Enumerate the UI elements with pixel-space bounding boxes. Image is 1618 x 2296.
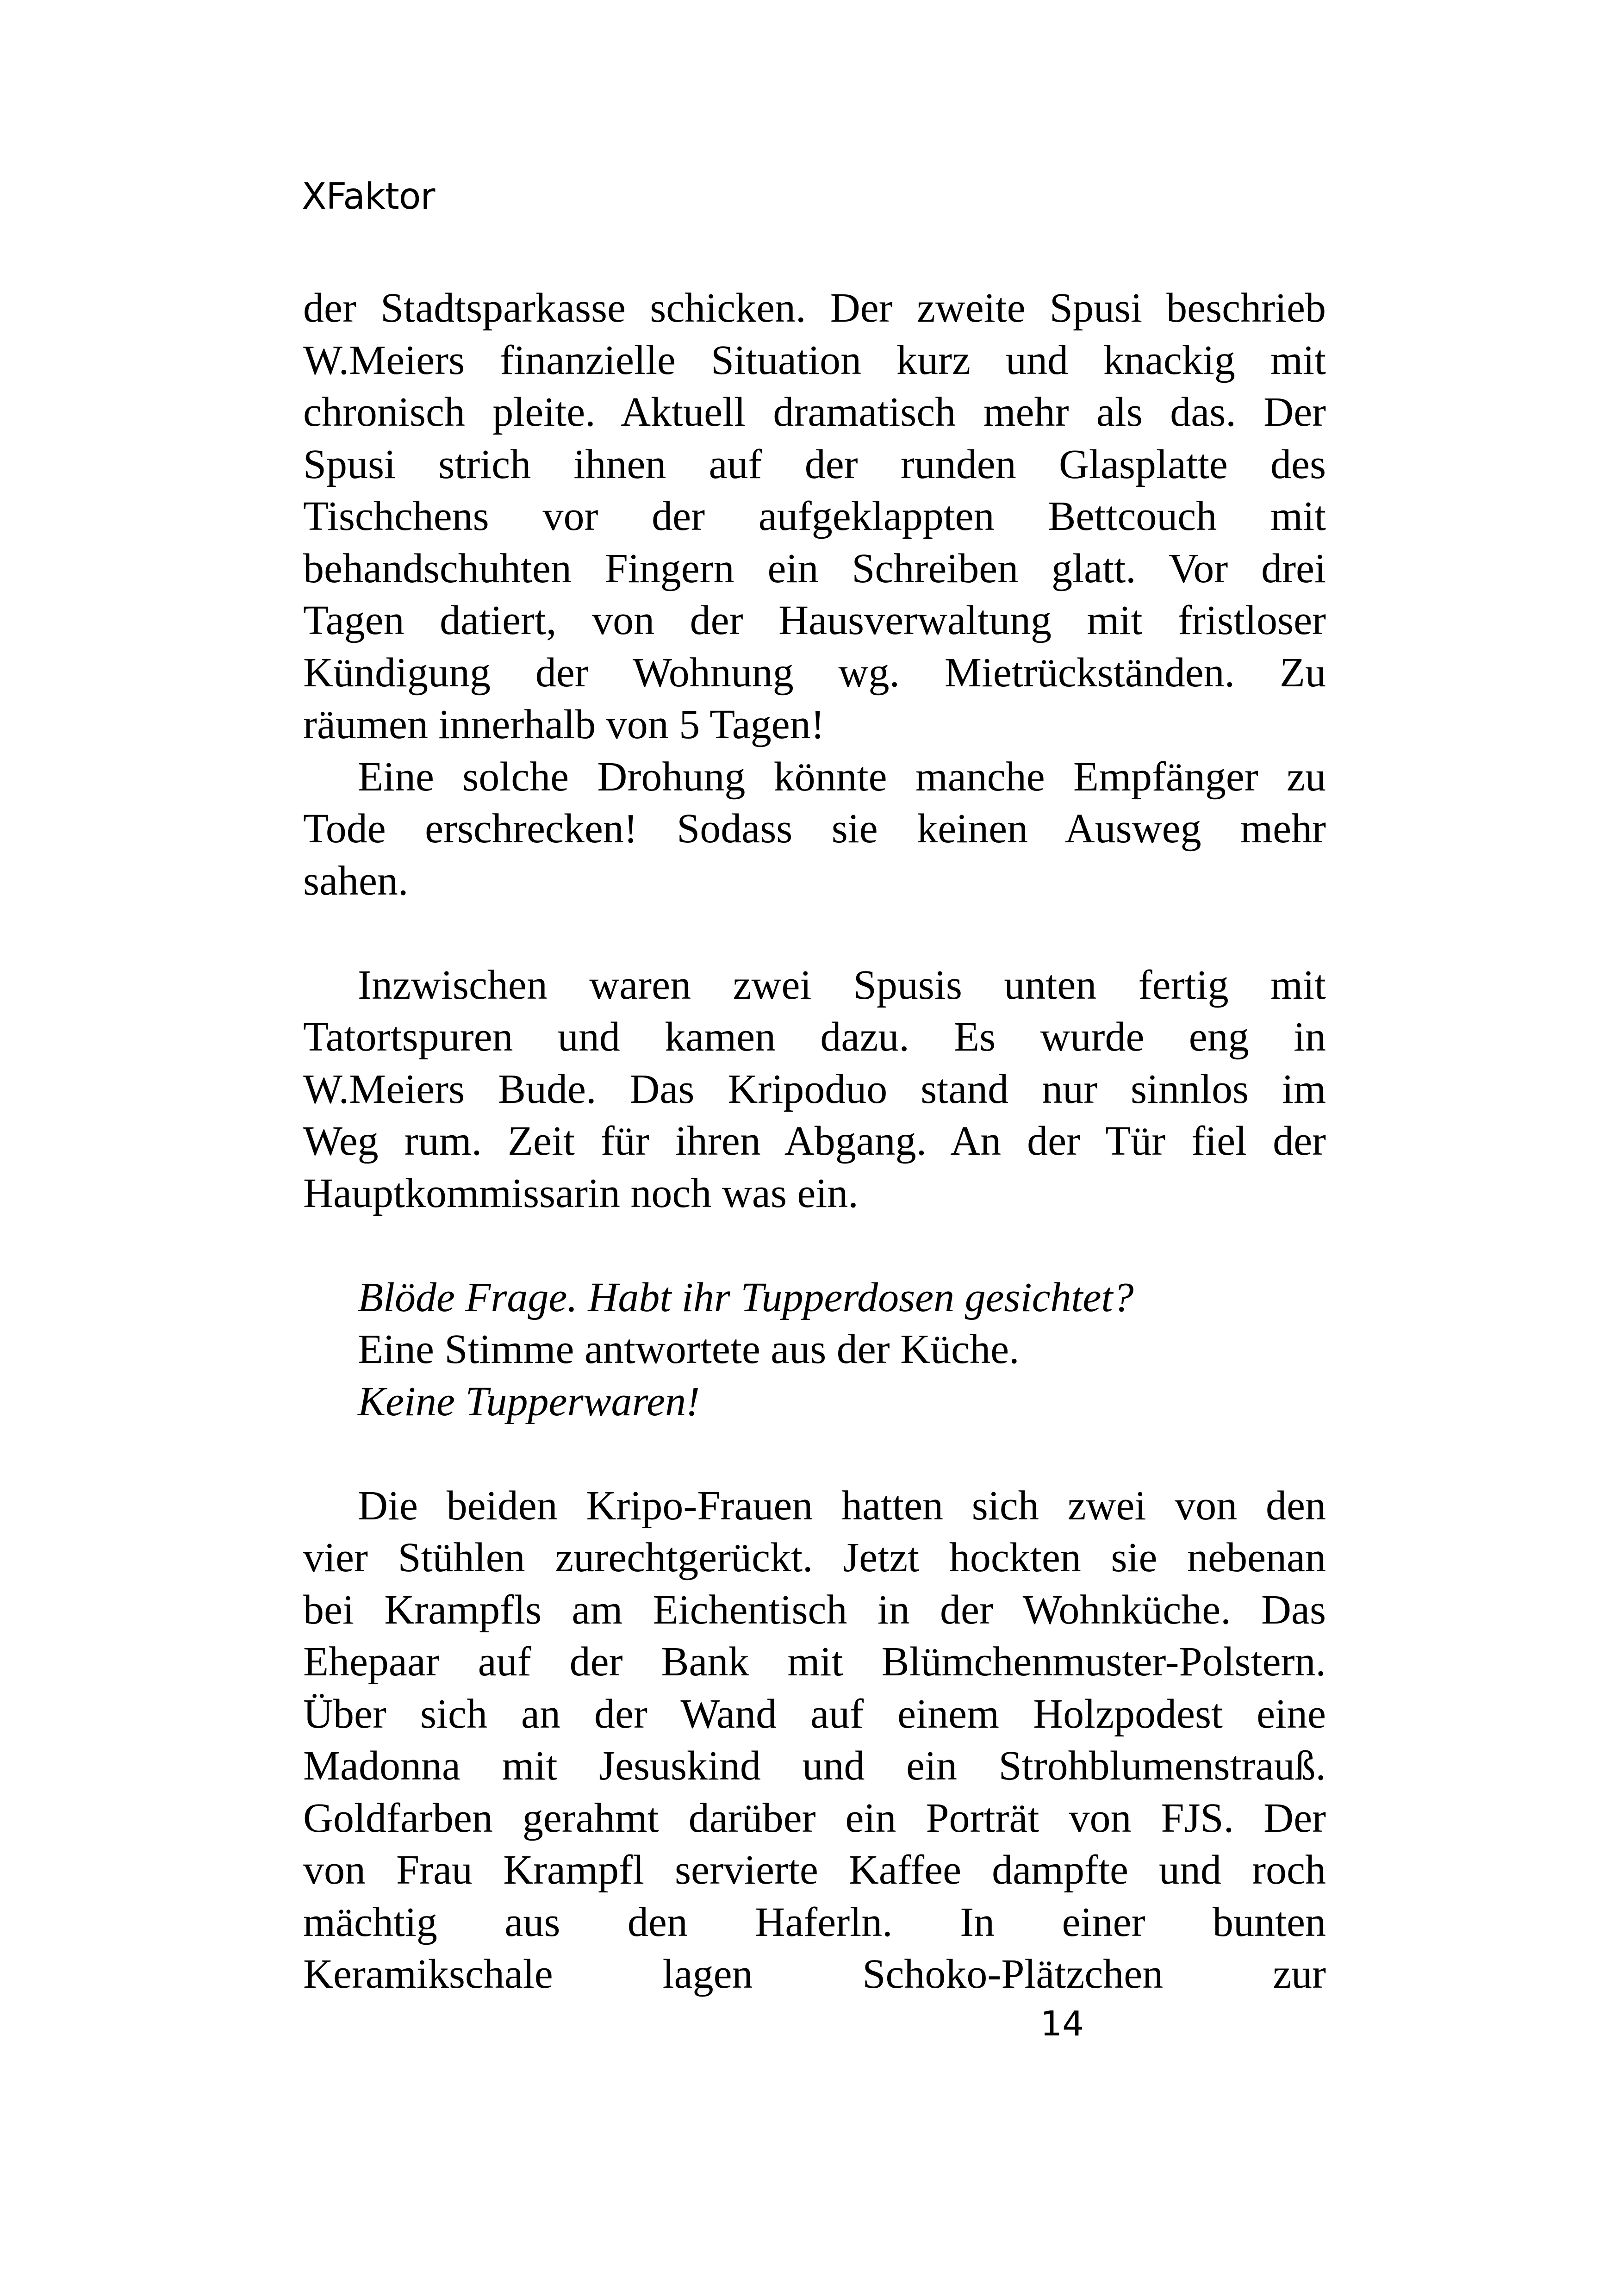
text-line: Die beiden Kripo-Frauen hatten sich zwei von den — [358, 1482, 1326, 1529]
text-line: räumen innerhalb von 5 Tagen! — [303, 702, 825, 747]
text-line: chronisch pleite. Aktuell dramatisch mehr als das. Der — [303, 389, 1326, 435]
page-body — [303, 282, 1326, 2001]
dialogue-line: Keine Tupperwaren! — [358, 1378, 700, 1425]
text-line: Inzwischen waren zwei Spusis unten fertig mit — [358, 962, 1326, 1008]
text-line: Über sich an der Wand auf einem Holzpodest eine — [303, 1691, 1326, 1737]
running-header: XFaktor — [302, 176, 435, 218]
text-line: Kündigung der Wohnung wg. Mietrückständen. Zu — [303, 649, 1326, 696]
paragraph — [303, 959, 1326, 1220]
text-line: vier Stühlen zurechtgerückt. Jetzt hockten sie nebenan — [303, 1535, 1326, 1580]
paragraph — [303, 1480, 1326, 2001]
text-line: Weg rum. Zeit für ihren Abgang. An der Tür fiel der — [303, 1118, 1326, 1164]
text-line: Tatortspuren und kamen dazu. Es wurde eng in — [303, 1014, 1326, 1060]
text-line: Tode erschrecken! Sodass sie keinen Ausweg mehr — [303, 806, 1326, 852]
text-line: W.Meiers Bude. Das Kripoduo stand nur sinnlos im — [303, 1066, 1326, 1112]
text-line: behandschuhten Fingern ein Schreiben glatt. Vor drei — [303, 545, 1326, 591]
paragraph — [303, 751, 1326, 908]
text-line: Hauptkommissarin noch was ein. — [303, 1170, 859, 1216]
text-line: der Stadtsparkasse schicken. Der zweite Spusi beschrieb — [303, 285, 1326, 331]
text-line: Keramikschale lagen Schoko-Plätzchen zur — [303, 1951, 1326, 1997]
paragraph — [303, 282, 1326, 751]
text-line: Madonna mit Jesuskind und ein Strohblumenstrauß. — [303, 1743, 1326, 1789]
text-line: Eine solche Drohung könnte manche Empfänger zu — [358, 753, 1326, 800]
page-number: 14 — [1040, 2004, 1084, 2044]
narration-line: Eine Stimme antwortete aus der Küche. — [358, 1326, 1020, 1372]
dialogue-block — [303, 1272, 1326, 1428]
blank-line — [303, 907, 1326, 959]
text-line: Ehepaar auf der Bank mit Blümchenmuster-Polstern. — [303, 1639, 1326, 1685]
text-line: von Frau Krampfl servierte Kaffee dampfte und roch — [303, 1847, 1326, 1893]
blank-line — [303, 1428, 1326, 1480]
text-line: bei Krampfls am Eichentisch in der Wohnküche. Das — [303, 1587, 1326, 1633]
text-line: W.Meiers finanzielle Situation kurz und knackig mit — [303, 337, 1326, 383]
text-line: Tagen datiert, von der Hausverwaltung mit fristloser — [303, 597, 1326, 643]
text-line: sahen. — [303, 858, 409, 904]
text-line: Spusi strich ihnen auf der runden Glasplatte des — [303, 441, 1326, 487]
text-line: mächtig aus den Haferln. In einer bunten — [303, 1899, 1326, 1945]
text-line: Tischchens vor der aufgeklappten Bettcouch mit — [303, 493, 1326, 539]
blank-line — [303, 1220, 1326, 1272]
text-line: Goldfarben gerahmt darüber ein Porträt von FJS. Der — [303, 1795, 1326, 1841]
dialogue-line: Blöde Frage. Habt ihr Tupperdosen gesichtet? — [358, 1274, 1134, 1320]
